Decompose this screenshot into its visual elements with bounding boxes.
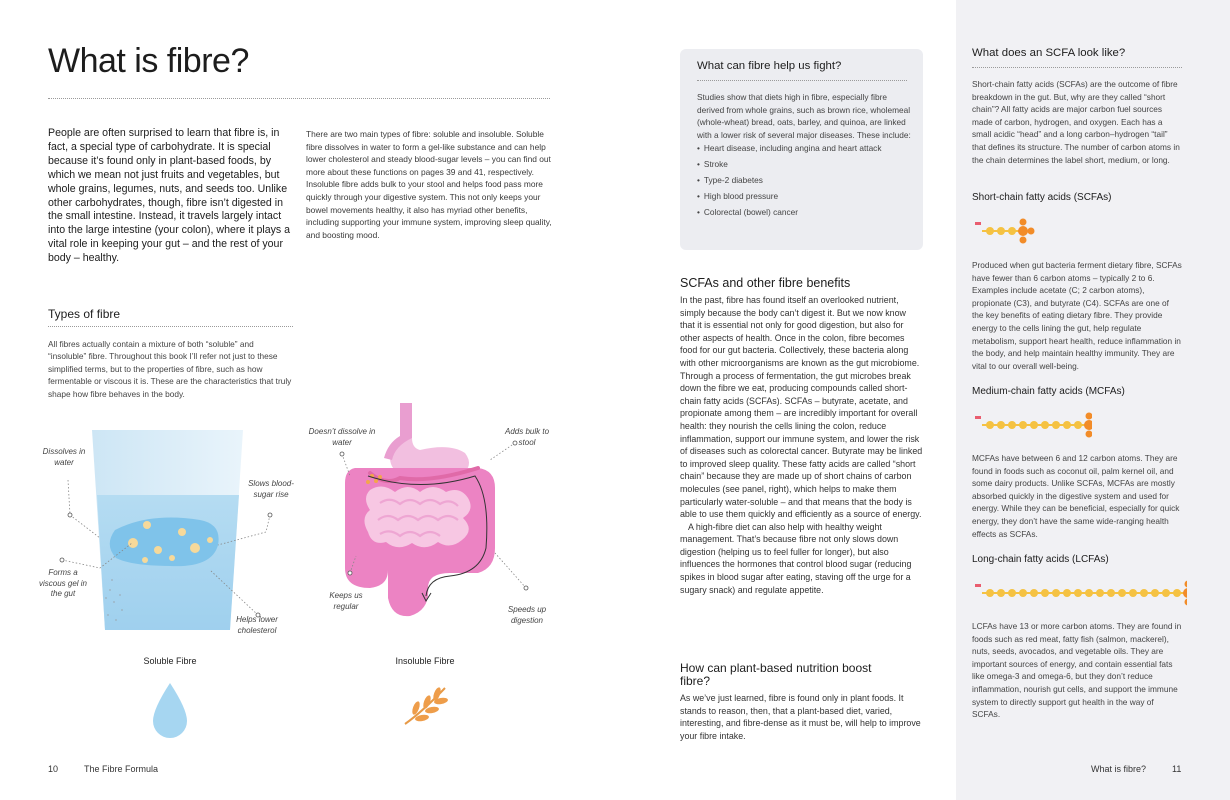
- list-item: • Stroke: [697, 158, 911, 171]
- fibre-types-paragraph: There are two main types of fibre: soluble and insoluble. Soluble fibre dissolves in water to form a gel-like substance and can help lower cholesterol and steady blood-sugar levels – you can find out more about these functions on pages 39 and 41, respectively. Insoluble fibre adds bulk to your stool and helps food pass more quickly through your digestive system. This not only keeps your bowel movements healthy, it also has myriad other benefits, including supporting your immune system, improving sleep quality, and boosting mood.: [306, 129, 552, 240]
- medium-chain-body: MCFAs have between 6 and 12 carbon atoms. They are found in foods such as coconut oil, palm kernel oil, and some dairy products. Unlike SCFAs, MCFAs are mostly absorbed quickly in the digestive system and used for energy. While they can be beneficial, especially for quick energy, they don’t have the same wide-ranging health effects as SCFAs.: [972, 453, 1180, 539]
- page-label-right: What is fibre?: [1091, 764, 1147, 774]
- carbon-atom: [1052, 421, 1060, 429]
- carbon-atom: [1019, 421, 1027, 429]
- scfa-paragraph-2: A high-fibre diet can also help with healthy weight management. That’s because fibre not only slows down digestion (helping us to feel fuller for longer), but also influences the hormones that control blood sugar (reducing spikes in blood sugar after eating, staving off the urge for a sugary snack) and regulate appetite.: [680, 521, 912, 595]
- annotation-lowers-cholesterol: Helps lower cholesterol: [236, 615, 278, 635]
- carbon-atom: [1096, 589, 1104, 597]
- carbon-atom: [1052, 589, 1060, 597]
- carbon-atom: [1074, 589, 1082, 597]
- page-title: What is fibre?: [48, 42, 249, 80]
- scfa-body: [680, 294, 923, 596]
- acid-head-atom: [1028, 228, 1035, 235]
- carbon-atom: [1019, 589, 1027, 597]
- disease-list: [697, 142, 911, 218]
- annotation-slows: Slows blood-sugar rise: [248, 479, 294, 499]
- carbon-atom: [1162, 589, 1170, 597]
- list-item: • Colorectal (bowel) cancer: [697, 206, 911, 219]
- scfa-paragraph-1: In the past, fibre has found itself an overlooked nutrient, simply because the body can’t digest it. But we now know that it is essential not only for good digestion, but also for other aspects of health. Once in the colon, fibre becomes food for our gut bacteria. Collectively, these bacteria along with other microorganisms are known as the gut microbiome. Through a process of fermentation, the gut microbes break down the fibre we eat, producing compounds called short-chain fatty acids (SCFAs). SCFAs – butyrate, acetate, and propionate among them – are incredibly important for overall health: they nourish the cells lining the colon, reduce inflammation, support our immune system, and lower the risk of diseases such as colorectal cancer. Butyrate may be linked to improved sleep quality. These fatty acids are called “short chain” because they are made up of short chains of carbon molecules (see panel, right), which helps to make them particularly water-soluble – and that means that the body is able to use them quickly and efficiently as a source of energy.: [680, 295, 923, 520]
- list-item: • High blood pressure: [697, 190, 911, 203]
- carbon-atom: [1107, 589, 1115, 597]
- short-chain-heading: Short-chain fatty acids (SCFAs): [972, 192, 1112, 203]
- long-chain-heading: Long-chain fatty acids (LCFAs): [972, 554, 1109, 565]
- carbon-atom: [1008, 589, 1016, 597]
- insoluble-fibre-label: Insoluble Fibre: [395, 656, 455, 666]
- acid-head-atom: [1086, 431, 1093, 438]
- water-drop-icon: [149, 681, 191, 741]
- types-heading: Types of fibre: [48, 307, 121, 321]
- carbon-atom: [1041, 589, 1049, 597]
- carbon-atom: [1151, 589, 1159, 597]
- acid-head-atom: [1020, 219, 1027, 226]
- wheat-icon: [400, 682, 450, 728]
- short-chain-diagram: [972, 214, 1042, 248]
- panel-title: What can fibre help us fight?: [697, 60, 842, 72]
- carbon-atom: [1173, 589, 1181, 597]
- carbon-atom: [986, 227, 994, 235]
- carbon-atom: [1008, 227, 1016, 235]
- acid-marker: [975, 222, 981, 225]
- divider: [697, 80, 907, 81]
- annotation-forms-gel: Forms a viscous gel in the gut: [38, 568, 88, 598]
- list-item: • Type-2 diabetes: [697, 174, 911, 187]
- panel-intro: Studies show that diets high in fibre, especially fibre derived from whole grains, such as brown rice, wholemeal (whole-wheat) bread, oats, barley, and quinoa, are linked with a lower risk of several major diseases. These include:: [697, 92, 911, 140]
- divider: [972, 67, 1182, 68]
- soluble-fibre-label: Soluble Fibre: [143, 656, 197, 666]
- page-number-right: 11: [1172, 764, 1182, 774]
- carbon-atom: [997, 589, 1005, 597]
- annotation-speeds-digestion: Speeds up digestion: [507, 605, 547, 625]
- carbon-atom: [1030, 589, 1038, 597]
- acid-head-atom: [1084, 420, 1092, 430]
- acid-head-atom: [1183, 588, 1187, 598]
- acid-marker: [975, 416, 981, 419]
- carbon-atom: [1129, 589, 1137, 597]
- intro-paragraph: People are often surprised to learn that fibre is, in fact, a special type of carbohydrate. It is special because it’s found only in plant-based foods, by which we mean not just fruits and vegetables, but whole grains, legumes, nuts, and seeds too. Unlike other carbohydrates, though, fibre isn’t digested in the small intestine. Instead, it travels largely intact into the large intestine (your colon), where it plays a vital role in keeping your gut – and the rest of your body – healthy.: [48, 127, 291, 265]
- book-title-footer: The Fibre Formula: [84, 764, 159, 774]
- divider: [48, 326, 293, 327]
- long-chain-diagram: [972, 576, 1187, 610]
- carbon-atom: [1118, 589, 1126, 597]
- divider: [48, 98, 550, 99]
- carbon-atom: [997, 227, 1005, 235]
- acid-head-atom: [1086, 413, 1093, 420]
- carbon-atom: [1063, 421, 1071, 429]
- acid-head-atom: [1020, 237, 1027, 244]
- annotation-dissolves: Dissolves in water: [42, 447, 86, 467]
- sidebar-intro: Short-chain fatty acids (SCFAs) are the outcome of fibre breakdown in the gut. But, why are they called “short chain”? All fatty acids are major carbon fuel sources made of carbon, hydrogen, and oxygen. Each has a small acidic “head” and a long carbon–hydrogen “tail” that defines its structure. The number of carbon atoms in the chain determines the label short, medium, or long.: [972, 79, 1180, 165]
- long-chain-body: LCFAs have 13 or more carbon atoms. They are found in foods such as red meat, fatty fish (salmon, mackerel), nuts, seeds, avocados, and vegetable oils. They are important sources of energy, and contain essential fats like omega-3 and omega-6, but they don’t reduce inflammation, nourish gut cells, and support the immune system to directly support gut health in the way of SCFAs.: [972, 621, 1182, 720]
- annotation-doesnt-dissolve: Doesn’t dissolve in water: [308, 427, 376, 447]
- acid-head-atom: [1185, 599, 1188, 606]
- panel-body: [697, 91, 911, 221]
- acid-head-atom: [1018, 226, 1028, 236]
- boost-body: As we’ve just learned, fibre is found only in plant foods. It stands to reason, then, that a plant-based diet, varied, interesting, and fibre-dense as it must be, will help to improve your fibre intake.: [680, 693, 921, 741]
- sidebar-title: What does an SCFA look like?: [972, 47, 1126, 59]
- boost-heading: How can plant-based nutrition boost fibre?: [680, 661, 872, 688]
- carbon-atom: [1008, 421, 1016, 429]
- list-item: • Heart disease, including angina and heart attack: [697, 142, 911, 155]
- carbon-atom: [1074, 421, 1082, 429]
- annotation-adds-bulk: Adds bulk to stool: [504, 427, 550, 447]
- carbon-atom: [1041, 421, 1049, 429]
- carbon-atom: [1085, 589, 1093, 597]
- carbon-atom: [997, 421, 1005, 429]
- acid-marker: [975, 584, 981, 587]
- acid-head-atom: [1185, 581, 1188, 588]
- carbon-atom: [1030, 421, 1038, 429]
- page-number-left: 10: [48, 764, 59, 774]
- short-chain-body: Produced when gut bacteria ferment dietary fibre, SCFAs have fewer than 6 carbon atoms – typically 2 to 6. Examples include acetate (C; 2 carbon atoms), propionate (C3), and butyrate (C4). SCFAs are one of the key benefits of eating dietary fibre. They provide energy to the cells lining the gut, help regulate metabolism, support heart health, reduce inflammation in the body, and help maintain healthy immunity. They are vital to our overall well-being.: [972, 260, 1182, 371]
- annotation-keeps-regular: Keeps us regular: [329, 591, 363, 611]
- carbon-atom: [986, 589, 994, 597]
- scfa-heading: SCFAs and other fibre benefits: [680, 276, 851, 290]
- medium-chain-heading: Medium-chain fatty acids (MCFAs): [972, 386, 1125, 397]
- carbon-atom: [1140, 589, 1148, 597]
- carbon-atom: [986, 421, 994, 429]
- medium-chain-diagram: [972, 408, 1092, 442]
- types-paragraph: All fibres actually contain a mixture of both “soluble” and “insoluble” fibre. Throughout this book I’ll refer not just to these simplified terms, but to the properties of fibre, such as how fermentable or viscous it is. These are the characteristics that truly shape how fibre behaves in the body.: [48, 339, 292, 399]
- carbon-atom: [1063, 589, 1071, 597]
